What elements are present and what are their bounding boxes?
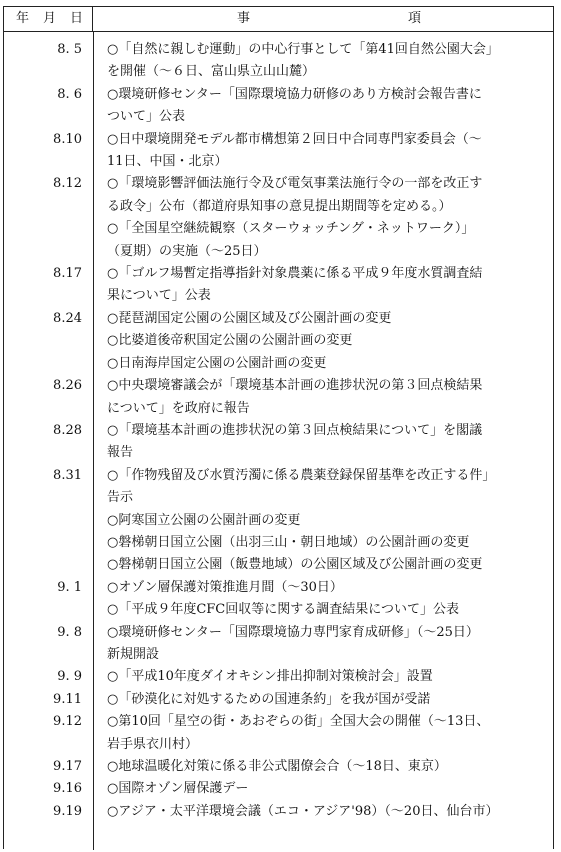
entry-text [107, 308, 541, 330]
entry-text [107, 465, 541, 510]
entry-line: ○環境研修センター「国際環境協力専門家育成研修」（～25日） [107, 624, 479, 640]
entry-line: ○阿寒国立公園の公園計画の変更 [107, 512, 301, 528]
entry-line: ○「ゴルフ場暫定指導指針対象農薬に係る平成９年度水質調査結 [107, 266, 483, 282]
entry-line: ○比婆道後帝釈国定公園の公園計画の変更 [107, 333, 353, 349]
table-row [4, 622, 553, 667]
entry-text [107, 756, 541, 778]
table-row [4, 554, 553, 576]
table-row [4, 39, 553, 84]
entry-text [107, 711, 541, 756]
entry-line: ついて」公表 [107, 109, 186, 125]
entry-line: （夏期）の実施（～25日） [107, 243, 267, 259]
table-row [4, 420, 553, 465]
entry-date: 9. 8 [57, 624, 82, 640]
header-date-column [4, 7, 93, 31]
entry-text [107, 173, 541, 218]
table-row [4, 129, 553, 174]
table-row [4, 711, 553, 756]
entry-text [107, 622, 541, 667]
entry-line: ○日中環境開発モデル都市構想第２回日中合同専門家委員会（～ [107, 131, 482, 147]
entry-line: を開催（～６日、富山県立山山麓） [107, 64, 316, 80]
table-header [4, 7, 553, 32]
entry-line: ○アジア・太平洋環境会議（エコ・アジア'98）（～20日、仙台市） [107, 803, 499, 819]
table-row [4, 465, 553, 510]
header-month: 月 [43, 11, 57, 26]
entry-text [107, 778, 541, 800]
entry-line: ○第10回「星空の街・あおぞらの街」全国大会の開催（～13日、 [107, 714, 490, 730]
table-row [4, 263, 553, 308]
table-row [4, 689, 553, 711]
entry-line: ○「環境基本計画の進捗状況の第３回点検結果について」を閣議 [107, 422, 483, 438]
entry-line: ○オゾン層保護対策推進月間（～30日） [107, 579, 343, 595]
table-row [4, 756, 553, 778]
entry-line: 岩手県衣川村） [107, 736, 199, 752]
entry-text [107, 218, 541, 263]
table-row [4, 599, 553, 621]
entry-line: ○「自然に親しむ運動」の中心行事として「第41回自然公園大会」 [107, 42, 499, 57]
entry-text [107, 330, 541, 352]
entry-line: ○環境研修センター「国際環境協力研修のあり方検討会報告書に [107, 86, 482, 102]
entry-text [107, 84, 541, 129]
header-item-char-2: 項 [408, 11, 422, 26]
entry-date: 9.16 [53, 781, 82, 797]
entry-text [107, 39, 541, 84]
entry-date: 9.11 [53, 691, 82, 707]
entry-text [107, 599, 541, 621]
entry-text [107, 510, 541, 532]
entry-text [107, 801, 541, 823]
entry-line: ○「全国星空継続観察（スターウォッチング・ネットワーク）」 [107, 221, 475, 237]
table-row [4, 330, 553, 352]
entry-date: 8.10 [53, 131, 82, 147]
entry-date: 8.17 [53, 266, 82, 282]
entry-line: ○中央環境審議会が「環境基本計画の進捗状況の第３回点検結果 [107, 378, 483, 394]
entry-date: 9.17 [53, 759, 82, 774]
header-year: 年 [16, 11, 30, 26]
entry-date: 9. 1 [57, 579, 82, 595]
entry-line: ○「作物残留及び水質汚濁に係る農薬登録保留基準を改正する件」 [107, 467, 496, 483]
entry-line: 告示 [107, 490, 134, 506]
entry-line: ○国際オゾン層保護デー [107, 781, 249, 797]
header-item-column [93, 7, 553, 31]
table-row [4, 577, 553, 599]
entry-line: ○琵琶湖国定公園の公園区域及び公園計画の変更 [107, 310, 392, 326]
entry-date: 8.28 [53, 422, 82, 438]
entry-text [107, 666, 541, 688]
entry-text [107, 554, 541, 576]
table-body [4, 39, 553, 823]
table-row [4, 353, 553, 375]
entry-text [107, 353, 541, 375]
entry-date: 9.19 [53, 803, 82, 819]
entry-line: ○「平成９年度CFC回収等に関する調査結果について」公表 [107, 602, 459, 618]
header-day: 日 [70, 11, 84, 26]
entry-date: 9. 9 [57, 669, 82, 685]
chronology-table [3, 6, 554, 849]
entry-line: る政令」公布（都道府県知事の意見提出期間等を定める。） [107, 198, 452, 214]
entry-date: 9.12 [53, 714, 82, 730]
entry-date: 8. 5 [57, 42, 82, 57]
entry-date: 8. 6 [57, 86, 82, 102]
entry-line: 報告 [107, 445, 134, 461]
entry-line: ○「平成10年度ダイオキシン排出抑制対策検討会」設置 [107, 669, 433, 685]
table-row [4, 308, 553, 330]
table-row [4, 84, 553, 129]
entry-text [107, 577, 541, 599]
table-row [4, 666, 553, 688]
entry-line: ○地球温暖化対策に係る非公式閣僚会合（～18日、東京） [107, 759, 447, 774]
entry-text [107, 375, 541, 420]
entry-date: 8.12 [53, 176, 82, 192]
entry-line: について」を政府に報告 [107, 400, 250, 416]
table-row [4, 375, 553, 420]
entry-line: ○「環境影響評価法施行令及び電気事業法施行令の一部を改正す [107, 176, 483, 192]
entry-line: 新規開設 [107, 646, 160, 662]
entry-line: ○「砂漠化に対処するための国連条約」を我が国が受諾 [107, 691, 431, 707]
table-row [4, 532, 553, 554]
entry-line: 11日、中国・北京） [107, 154, 228, 170]
table-row [4, 801, 553, 823]
entry-text [107, 420, 541, 465]
entry-text [107, 532, 541, 554]
entry-date: 8.24 [53, 310, 82, 326]
entry-text [107, 129, 541, 174]
table-row [4, 778, 553, 800]
table-row [4, 510, 553, 532]
entry-date: 8.31 [53, 467, 82, 483]
entry-line: 果について」公表 [107, 288, 211, 304]
table-row [4, 173, 553, 218]
entry-date: 8.26 [53, 378, 82, 394]
entry-text [107, 689, 541, 711]
header-item-char-1: 事 [237, 11, 251, 26]
entry-line: ○磐梯朝日国立公園（出羽三山・朝日地域）の公園計画の変更 [107, 534, 470, 550]
entry-line: ○日南海岸国定公園の公園計画の変更 [107, 355, 327, 371]
table-row [4, 218, 553, 263]
entry-line: ○磐梯朝日国立公園（飯豊地域）の公園区域及び公園計画の変更 [107, 557, 483, 573]
entry-text [107, 263, 541, 308]
